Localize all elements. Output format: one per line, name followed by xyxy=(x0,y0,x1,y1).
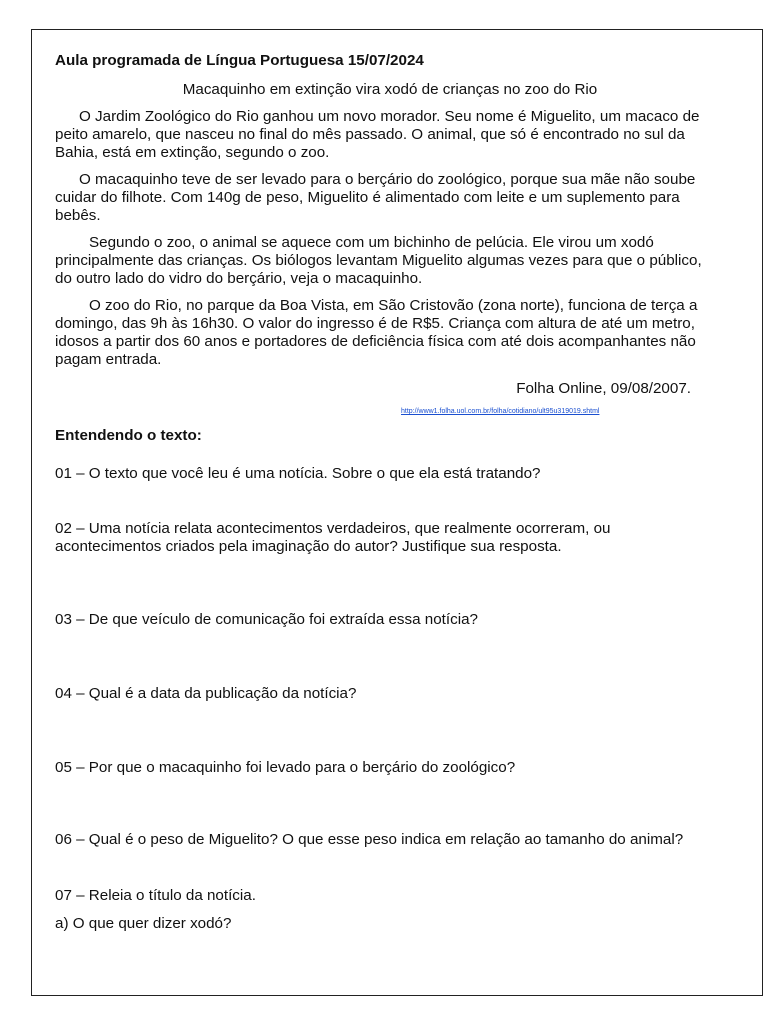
source-link-line xyxy=(55,407,715,417)
section-title: Entendendo o texto: xyxy=(55,427,202,444)
article-paragraph-3: Segundo o zoo, o animal se aquece com um bichinho de pelúcia. Ele virou um xodó principalmente das crianças. Os biólogos levantam Miguelito algumas vezes para que o público, do outro lado do vidro do berçário, veja o macaquinho. xyxy=(55,234,702,287)
question-01: 01 – O texto que você leu é uma notícia. Sobre o que ela está tratando? xyxy=(55,465,541,482)
question-07a: a) O que quer dizer xodó? xyxy=(55,915,232,932)
question-07: 07 – Releia o título da notícia. xyxy=(55,887,256,904)
article-source: Folha Online, 09/08/2007. xyxy=(516,380,691,397)
article-paragraph-2: O macaquinho teve de ser levado para o berçário do zoológico, porque sua mãe não soube cuidar do filhote. Com 140g de peso, Miguelito é alimentado com leite e um suplemento para bebês. xyxy=(55,171,696,224)
article-paragraph-1: O Jardim Zoológico do Rio ganhou um novo morador. Seu nome é Miguelito, um macaco de peito amarelo, que nasceu no final do mês passado. O animal, que só é encontrado no sul da Bahia, está em extinção, segundo o zoo. xyxy=(55,108,700,161)
question-06: 06 – Qual é o peso de Miguelito? O que esse peso indica em relação ao tamanho do animal? xyxy=(55,831,684,848)
article-paragraph-4: O zoo do Rio, no parque da Boa Vista, em São Cristovão (zona norte), funciona de terça a domingo, das 9h às 16h30. O valor do ingresso é de R$5. Criança com altura de até um metro, idosos a partir dos 60 anos e portadores de deficiência física com até dois acompanhantes não pagam entrada. xyxy=(55,297,698,368)
question-04: 04 – Qual é a data da publicação da notícia? xyxy=(55,685,357,702)
article-block xyxy=(55,52,715,445)
source-link[interactable]: http://www1.folha.uol.com.br/folha/cotidiano/ult95u319019.shtml xyxy=(401,408,600,415)
question-03: 03 – De que veículo de comunicação foi extraída essa notícia? xyxy=(55,611,478,628)
lesson-heading: Aula programada de Língua Portuguesa 15/07/2024 xyxy=(55,52,424,69)
question-02: 02 – Uma notícia relata acontecimentos verdadeiros, que realmente ocorreram, ou acontecimentos criados pela imaginação do autor? Justifique sua resposta. xyxy=(55,520,611,555)
question-05: 05 – Por que o macaquinho foi levado para o berçário do zoológico? xyxy=(55,759,516,776)
article-title: Macaquinho em extinção vira xodó de crianças no zoo do Rio xyxy=(182,81,598,98)
